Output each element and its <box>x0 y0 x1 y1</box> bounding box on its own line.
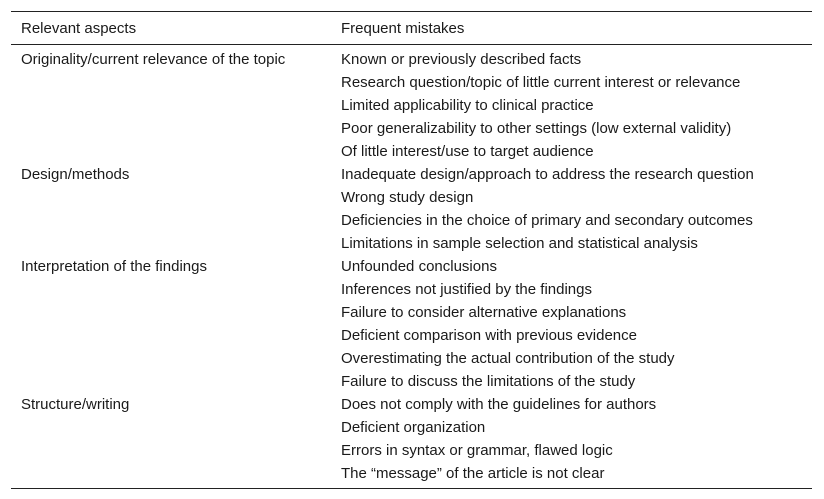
aspect-cell: Interpretation of the findings <box>21 258 207 275</box>
mistake-item: Failure to discuss the limitations of the study <box>341 373 636 390</box>
table-row <box>11 255 812 393</box>
table-row <box>11 393 812 485</box>
mistake-item: Deficient organization <box>341 419 486 436</box>
mistake-item: Does not comply with the guidelines for authors <box>341 396 657 413</box>
mistake-item: Unfounded conclusions <box>341 258 497 275</box>
table-body <box>11 45 812 489</box>
aspect-cell: Design/methods <box>21 166 130 183</box>
mistake-item: Limitations in sample selection and statistical analysis <box>341 235 698 252</box>
aspect-cell: Originality/current relevance of the topic <box>21 51 286 68</box>
mistake-item: Of little interest/use to target audience <box>341 143 594 160</box>
mistakes-table-container <box>11 11 812 489</box>
mistakes-cell <box>331 255 812 393</box>
mistakes-table <box>11 11 812 489</box>
mistakes-cell <box>331 393 812 485</box>
header-row <box>11 12 812 45</box>
table-spacer <box>11 485 812 489</box>
mistake-item: Overestimating the actual contribution of the study <box>341 350 675 367</box>
mistake-item: Wrong study design <box>341 189 474 206</box>
mistake-item: Limited applicability to clinical practice <box>341 97 594 114</box>
header-relevant-aspects: Relevant aspects <box>21 19 137 37</box>
mistake-item: Failure to consider alternative explanations <box>341 304 627 321</box>
table-header <box>11 12 812 45</box>
mistakes-cell <box>331 163 812 255</box>
table-row <box>11 48 812 163</box>
header-frequent-mistakes: Frequent mistakes <box>341 19 465 37</box>
mistake-item: Poor generalizability to other settings (low external validity) <box>341 120 732 137</box>
aspect-cell: Structure/writing <box>21 396 130 413</box>
mistake-item: Research question/topic of little current interest or relevance <box>341 74 741 91</box>
mistakes-cell <box>331 48 812 163</box>
mistake-item: Inadequate design/approach to address the research question <box>341 166 754 183</box>
mistake-item: Inferences not justified by the findings <box>341 281 592 298</box>
table-row <box>11 163 812 255</box>
mistake-item: The “message” of the article is not clear <box>341 465 605 482</box>
mistake-item: Known or previously described facts <box>341 51 582 68</box>
mistake-item: Errors in syntax or grammar, flawed logic <box>341 442 613 459</box>
mistake-item: Deficient comparison with previous evidence <box>341 327 637 344</box>
mistake-item: Deficiencies in the choice of primary and secondary outcomes <box>341 212 753 229</box>
